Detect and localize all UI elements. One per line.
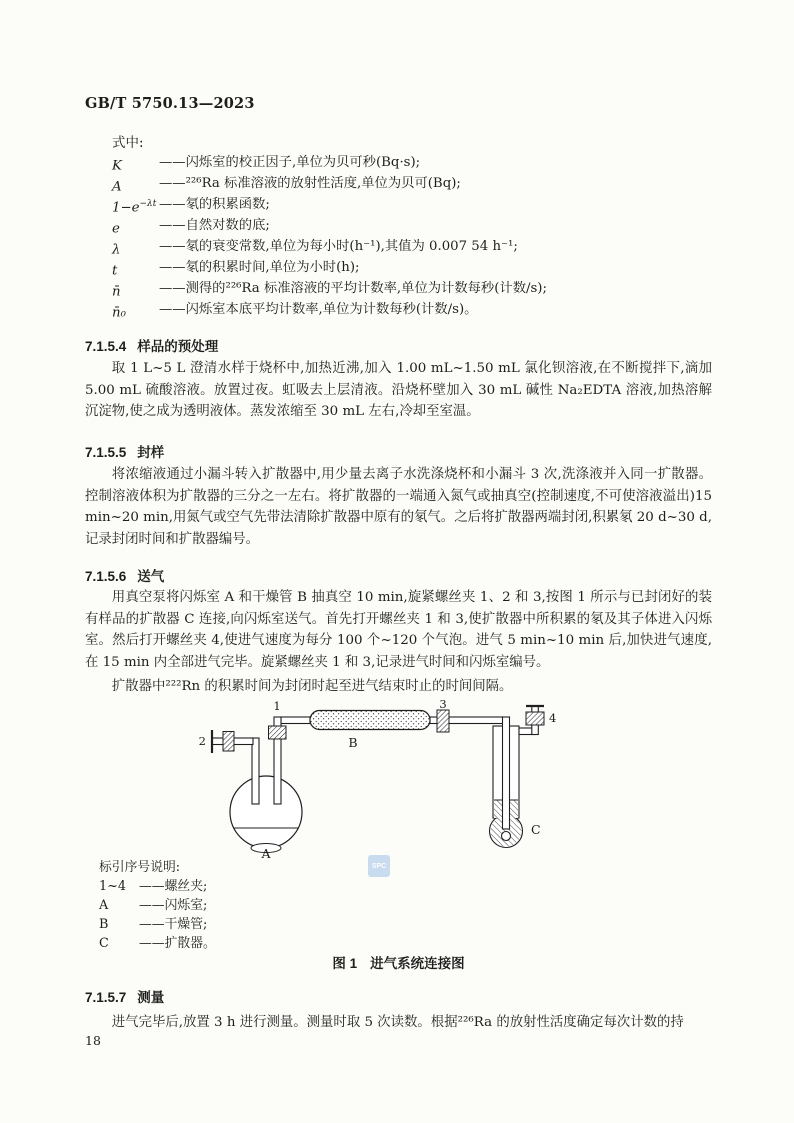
legend-title: 标引序号说明: bbox=[99, 860, 181, 875]
legend-desc: ——闪烁室; bbox=[139, 898, 208, 913]
symbol bbox=[112, 257, 159, 278]
clamp-3-label: 3 bbox=[439, 700, 447, 711]
paragraph-sealing: 将浓缩液通过小漏斗转入扩散器中,用少量去离子水洗涤烧杯和小漏斗 3 次,洗涤液并入同一扩散器。控制溶液体积为扩散器的三分之一左右。将扩散器的一端通入氮气或抽真空(控制速度,不可使溶液溢出)15 min~20 min,用氮气或空气先带法清除扩散器中原有的氡气。之后将扩散器两端封闭,积累氡 20 d~30 d,记录封闭时间和扩散器编号。 bbox=[85, 467, 712, 547]
section-number: 7.1.5.7 bbox=[85, 990, 127, 1005]
symbol bbox=[112, 236, 159, 257]
symbol-base: n̄ bbox=[112, 284, 121, 300]
symbol bbox=[112, 299, 159, 320]
where-clause-intro: 式中: bbox=[112, 135, 144, 151]
diffuser-C-label: C bbox=[531, 822, 541, 837]
paragraph-pretreatment: 取 1 L~5 L 澄清水样于烧杯中,加热近沸,加入 1.00 mL~1.50 mL 氯化钡溶液,在不断搅拌下,滴加 5.00 mL 硫酸溶液。放置过夜。虹吸去上层清液。沿烧杯壁加入 30 mL 碱性 Na₂EDTA 溶液,加热溶解沉淀物,使之成为透明液体。蒸发浓缩至 30 mL 左右,冷却至室温。 bbox=[85, 361, 712, 420]
clamp-4-label: 4 bbox=[549, 711, 557, 725]
pipe-segment bbox=[281, 717, 310, 724]
figure-title: 进气系统连接图 bbox=[370, 956, 465, 971]
legend-key: 1~4 bbox=[99, 879, 127, 894]
paragraph-gas-feeding: 用真空泵将闪烁室 A 和干燥管 B 抽真空 10 min,旋紧螺丝夹 1、2 和 3,按图 1 所示与已封闭好的装有样品的扩散器 C 连接,向闪烁室送气。首先打开螺丝夹 1 和 3,使扩散器中所积累的氡及其子体进入闪烁室。然后打开螺丝夹 4,使进气速度为每分 100 个~120 个气泡。进气 5 min~10 min 后,加快进气速度,在 15 min 内全部进气完毕。旋紧螺丝夹 1 和 3,记录进气时间和闪烁室编号。 bbox=[85, 590, 712, 670]
symbol-description: ——氡的衰变常数,单位为每小时(h⁻¹),其值为 0.007 54 h⁻¹; bbox=[159, 239, 518, 254]
flask-body bbox=[230, 776, 302, 848]
section-heading-7-1-5-5 bbox=[85, 441, 712, 461]
screw-clamp-1 bbox=[269, 726, 287, 739]
flask-A-label: A bbox=[261, 846, 271, 860]
legend-desc: ——螺丝夹; bbox=[139, 879, 208, 894]
legend-desc: ——干燥管; bbox=[139, 917, 208, 932]
symbol-superscript: −λt bbox=[139, 199, 157, 209]
symbol bbox=[112, 173, 159, 194]
symbol bbox=[112, 194, 159, 215]
section-number: 7.1.5.6 bbox=[85, 569, 127, 584]
clamp-1-label: 1 bbox=[273, 700, 281, 713]
symbol bbox=[112, 152, 159, 173]
symbol-description: ——氡的积累时间,单位为小时(h); bbox=[159, 260, 360, 275]
section-number: 7.1.5.4 bbox=[85, 339, 127, 354]
figure-legend bbox=[99, 858, 419, 953]
symbol-description: ——自然对数的底; bbox=[159, 218, 270, 233]
symbol-description: ——氡的积累函数; bbox=[159, 197, 270, 212]
gas-inlet-system-svg bbox=[85, 700, 712, 860]
section-title: 送气 bbox=[137, 569, 165, 584]
diffuser-inner-tube bbox=[503, 717, 510, 829]
symbol-description: ——测得的²²⁶Ra 标准溶液的平均计数率,单位为计数每秒(计数/s); bbox=[159, 281, 547, 296]
symbol-base: λ bbox=[112, 242, 121, 258]
definition-row bbox=[85, 194, 712, 215]
symbol-base: K bbox=[112, 158, 122, 174]
definition-row bbox=[85, 215, 712, 236]
definition-row bbox=[85, 278, 712, 299]
drying-tube bbox=[310, 711, 430, 730]
section-number: 7.1.5.5 bbox=[85, 445, 127, 460]
symbol bbox=[112, 278, 159, 299]
screw-clamp-3 bbox=[437, 710, 449, 732]
doc-number: GB/T 5750.13—2023 bbox=[85, 95, 255, 112]
symbol-description: ——闪烁室的校正因子,单位为贝可秒(Bq·s); bbox=[159, 155, 421, 170]
symbol-base: 1−e bbox=[112, 200, 140, 216]
drying-tube-B-label: B bbox=[348, 735, 358, 750]
flask-left-tube bbox=[252, 738, 259, 804]
symbol-base: A bbox=[112, 179, 122, 195]
page-number: 18 bbox=[85, 1033, 101, 1048]
definition-row bbox=[85, 299, 712, 320]
legend-key: A bbox=[99, 898, 109, 913]
diffuser-frit bbox=[502, 832, 511, 841]
symbol-description: ——²²⁶Ra 标准溶液的放射性活度,单位为贝可(Bq); bbox=[159, 176, 461, 191]
legend-key: C bbox=[99, 936, 109, 951]
section-heading-7-1-5-4 bbox=[85, 335, 712, 355]
symbol-base: t bbox=[112, 263, 118, 279]
section-title: 测量 bbox=[137, 990, 165, 1005]
definition-row bbox=[85, 173, 712, 194]
legend-item bbox=[99, 877, 419, 896]
definition-row bbox=[85, 236, 712, 257]
legend-item bbox=[99, 915, 419, 934]
legend-item bbox=[99, 934, 419, 953]
spc-watermark: SPC bbox=[368, 855, 390, 877]
screw-clamp-4 bbox=[526, 712, 544, 725]
section-title: 样品的预处理 bbox=[137, 339, 219, 354]
section-heading-7-1-5-6 bbox=[85, 565, 712, 585]
symbol-definition-list bbox=[85, 152, 712, 320]
figure-number: 图 1 bbox=[332, 956, 358, 971]
section-heading-7-1-5-7 bbox=[85, 986, 712, 1006]
paragraph-measurement: 进气完毕后,放置 3 h 进行测量。测量时取 5 次读数。根据²²⁶Ra 的放射性活度确定每次计数的持 bbox=[111, 1015, 684, 1030]
paragraph-accumulation-time: 扩散器中²²²Rn 的积累时间为封闭时起至进气结束时止的时间间隔。 bbox=[111, 679, 513, 694]
screw-clamp-2 bbox=[223, 732, 234, 752]
symbol-base: e bbox=[112, 221, 120, 237]
symbol-description: ——闪烁室本底平均计数率,单位为计数每秒(计数/s)。 bbox=[159, 302, 478, 317]
figure-1-apparatus-diagram bbox=[85, 700, 712, 860]
section-title: 封样 bbox=[137, 445, 165, 460]
symbol bbox=[112, 215, 159, 236]
figure-caption bbox=[85, 952, 712, 972]
definition-row bbox=[85, 257, 712, 278]
symbol-base: n̄₀ bbox=[112, 305, 126, 321]
legend-item bbox=[99, 896, 419, 915]
definition-row bbox=[85, 152, 712, 173]
legend-desc: ——扩散器。 bbox=[139, 936, 216, 951]
clamp-2-label: 2 bbox=[198, 734, 206, 748]
legend-key: B bbox=[99, 917, 109, 932]
